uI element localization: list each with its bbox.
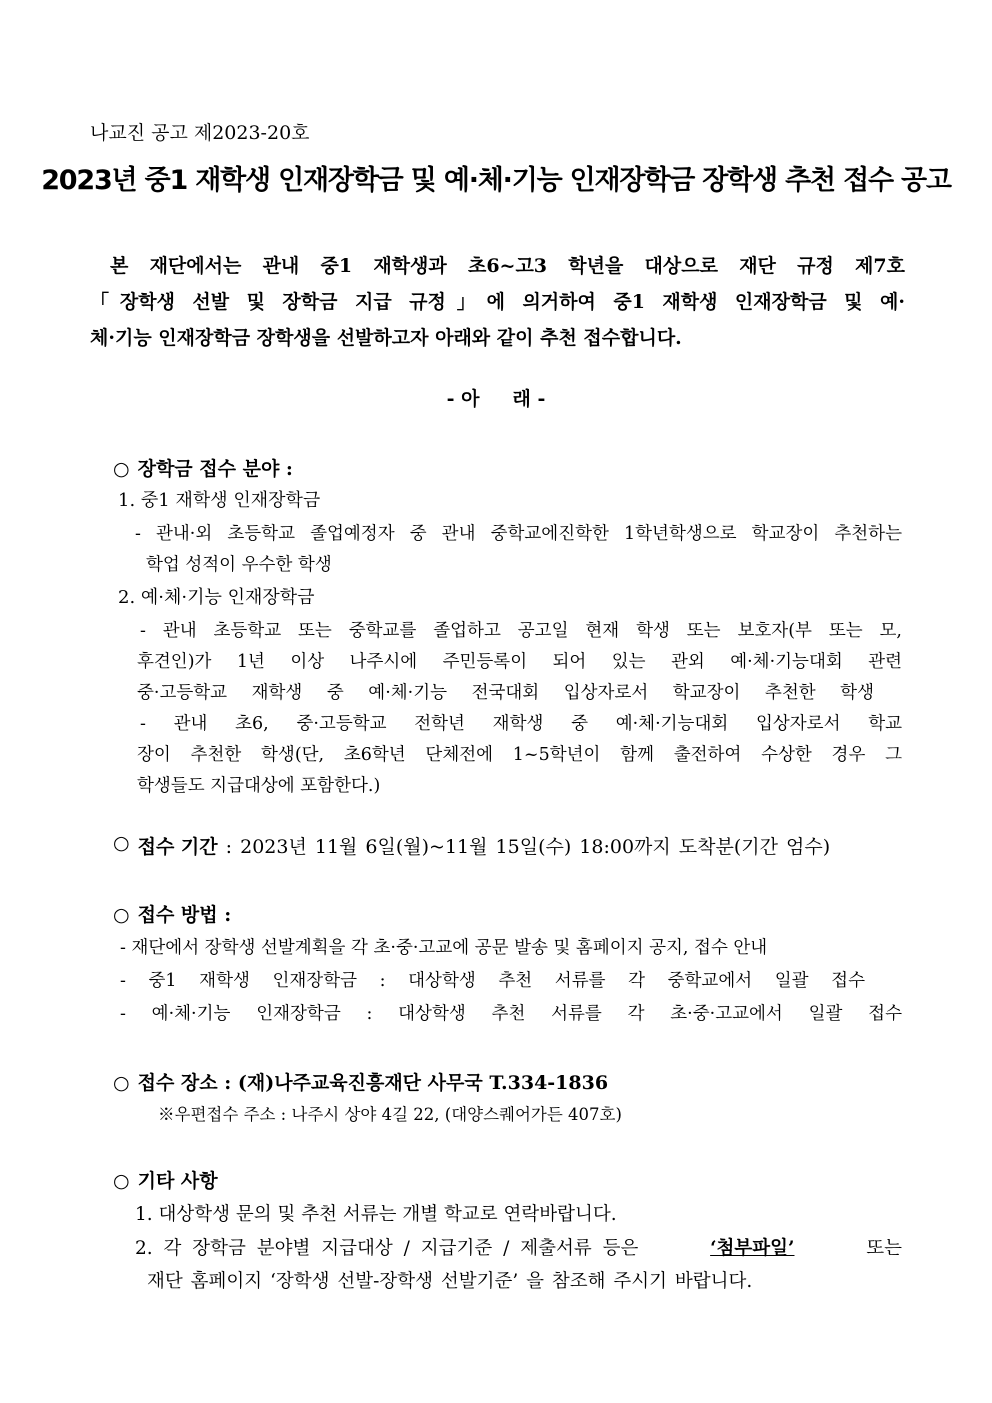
etc-item1: 1. 대상학생 문의 및 추천 서류는 개별 학교로 연락바랍니다. bbox=[135, 1204, 617, 1225]
etc-item2-text-end: 또는 bbox=[866, 1238, 902, 1259]
section-etc-heading bbox=[113, 1166, 218, 1193]
field-item2-line: 장이 추천한 학생(단, 초6학년 단체전에 1~5학년이 함께 출전하여 수상한 경우 그 bbox=[137, 745, 902, 765]
section-method-heading bbox=[113, 900, 231, 927]
page-title: 2023년 중1 재학생 인재장학금 및 예·체·기능 인재장학금 장학생 추천 접수 공고 bbox=[41, 165, 951, 196]
section-method-label: 접수 방법 : bbox=[137, 904, 232, 926]
intro-paragraph bbox=[90, 248, 905, 356]
field-item1-title: 1. 중1 재학생 인재장학금 bbox=[118, 490, 321, 511]
intro-line: 「장학생 선발 및 장학금 지급 규정」에 의거하여 중1 재학생 인재장학금 및 예· bbox=[90, 291, 905, 313]
section-period-heading bbox=[113, 832, 902, 859]
method-line: - 예·체·기능 인재장학금 : 대상학생 추천 서류를 각 초·중·고교에서 일괄 접수 bbox=[120, 1004, 902, 1024]
section-place-heading bbox=[113, 1068, 608, 1095]
method-line: - 재단에서 장학생 선발계획을 각 초·중·고교에 공문 발송 및 홈페이지 공지, 접수 안내 bbox=[120, 938, 768, 958]
section-divider-label: - 아 래 - bbox=[446, 388, 546, 410]
field-item2-line: 후견인)가 1년 이상 나주시에 주민등록이 되어 있는 관외 예·체·기능대회 관련 bbox=[137, 652, 902, 672]
section-field-heading bbox=[113, 454, 293, 481]
circle-bullet-icon: ○ bbox=[113, 1072, 130, 1094]
circle-bullet-icon: ○ bbox=[113, 458, 130, 480]
etc-item2-line1 bbox=[135, 1234, 902, 1260]
field-item2-line: - 관내 초등학교 또는 중학교를 졸업하고 공고일 현재 학생 또는 보호자(부 또는 모, bbox=[140, 621, 902, 641]
circle-bullet-icon: ○ bbox=[113, 1170, 130, 1192]
section-period-text: : 2023년 11월 6일(월)~11월 15일(수) 18:00까지 도착분(기간 엄수) bbox=[217, 836, 831, 858]
field-item2-title: 2. 예·체·기능 인재장학금 bbox=[118, 587, 315, 608]
intro-line: 체·기능 인재장학금 장학생을 선발하고자 아래와 같이 추천 접수합니다. bbox=[90, 327, 682, 349]
method-line: - 중1 재학생 인재장학금 : 대상학생 추천 서류를 각 중학교에서 일괄 접수 bbox=[120, 971, 865, 991]
section-place-label: 접수 장소 : (재)나주교육진흥재단 사무국 T.334-1836 bbox=[137, 1072, 609, 1094]
section-period-label: 접수 기간 bbox=[137, 836, 218, 858]
field-item1-line: - 관내·외 초등학교 졸업예정자 중 관내 중학교에진학한 1학년학생으로 학교장이 추천하는 bbox=[135, 524, 902, 544]
field-item2-line: 학생들도 지급대상에 포함한다.) bbox=[137, 776, 381, 796]
field-item2-line: 중·고등학교 재학생 중 예·체·기능 전국대회 입상자로서 학교장이 추천한 학생 bbox=[137, 683, 874, 703]
section-etc-label: 기타 사항 bbox=[137, 1170, 218, 1192]
circle-bullet-icon: ○ bbox=[113, 832, 130, 854]
field-item1-line: 학업 성적이 우수한 학생 bbox=[146, 555, 332, 575]
intro-line: 본 재단에서는 관내 중1 재학생과 초6~고3 학년을 대상으로 재단 규정 제7호 bbox=[110, 255, 905, 277]
etc-item2-text: 2. 각 장학금 분야별 지급대상 / 지급기준 / 제출서류 등은 bbox=[135, 1238, 639, 1259]
section-field-label: 장학금 접수 분야 : bbox=[137, 458, 293, 480]
circle-bullet-icon: ○ bbox=[113, 904, 130, 926]
notice-number: 나교진 공고 제2023-20호 bbox=[90, 122, 310, 144]
postal-address: ※우편접수 주소 : 나주시 상야 4길 22, (대양스퀘어가든 407호) bbox=[158, 1105, 622, 1124]
etc-item2-line2: 재단 홈페이지 ‘장학생 선발-장학생 선발기준’ 을 참조해 주시기 바랍니다. bbox=[147, 1271, 753, 1292]
attachment-reference: ‘첨부파일’ bbox=[710, 1238, 795, 1259]
field-item2-line: - 관내 초6, 중·고등학교 전학년 재학생 중 예·체·기능대회 입상자로서 학교 bbox=[140, 714, 902, 734]
